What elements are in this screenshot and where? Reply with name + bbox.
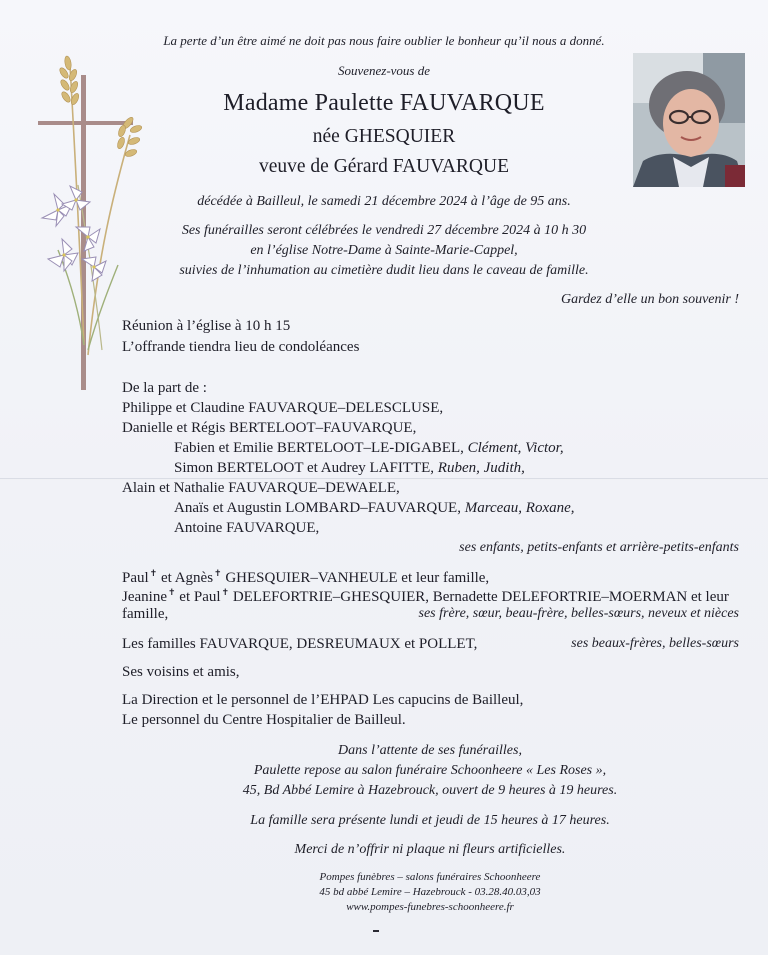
undertaker-line2: 45 bd abbé Lemire – Hazebrouck - 03.28.40.03,03 bbox=[319, 886, 541, 898]
widow-of: veuve de Gérard FAUVARQUE bbox=[258, 156, 509, 177]
keep-memory: Gardez d’elle un bon souvenir ! bbox=[561, 292, 739, 307]
ehpad-line1: La Direction et le personnel de l’EHPAD Les capucins de Bailleul, bbox=[122, 692, 524, 708]
deceased-name: Madame Paulette FAUVARQUE bbox=[223, 90, 545, 116]
ehpad-line2: Le personnel du Centre Hospitalier de Bailleul. bbox=[122, 712, 406, 728]
sibling-name: et Paul bbox=[175, 589, 221, 605]
sibling-family: DELEFORTRIE–GHESQUIER, Bernadette DELEFORTRIE–MOERMAN et leur bbox=[229, 589, 729, 605]
sibling-name: Jeanine bbox=[122, 589, 167, 605]
sibling-family: GHESQUIER–VANHEULE et leur famille, bbox=[221, 570, 490, 586]
death-notice: décédée à Bailleul, le samedi 21 décembre 2024 à l’âge de 95 ans. bbox=[197, 194, 571, 209]
grandchildren-names: Clément, Victor, bbox=[467, 440, 564, 456]
sibling-name: et Agnès bbox=[157, 570, 214, 586]
gathering-line1: Réunion à l’église à 10 h 15 bbox=[122, 318, 291, 334]
visitation-line2: Paulette repose au salon funéraire Schoonheere « Les Roses », bbox=[253, 763, 607, 778]
siblings-line2 bbox=[122, 587, 729, 606]
in-laws-relation: ses beaux-frères, belles-sœurs bbox=[571, 636, 739, 651]
family-relation: ses enfants, petits-enfants et arrière-petits-enfants bbox=[459, 540, 739, 555]
siblings-relation: ses frère, sœur, beau-frère, belles-sœurs, neveux et nièces bbox=[418, 606, 739, 621]
deceased-cross-icon: ✝ bbox=[214, 568, 222, 578]
visitation-line3: 45, Bd Abbé Lemire à Hazebrouck, ouvert de 9 heures à 19 heures. bbox=[242, 783, 618, 798]
grandchildren-names: Marceau, Roxane, bbox=[464, 500, 575, 516]
family-line bbox=[174, 460, 525, 477]
siblings-line1 bbox=[122, 568, 489, 587]
family-line bbox=[174, 440, 564, 457]
family-names: Fabien et Emilie BERTELOOT–LE-DIGABEL, bbox=[174, 440, 464, 456]
deceased-cross-icon: ✝ bbox=[221, 587, 230, 597]
undertaker-website: www.pompes-funebres-schoonheere.fr bbox=[346, 901, 514, 913]
family-line: Philippe et Claudine FAUVARQUE–DELESCLUSE, bbox=[122, 400, 444, 416]
page-mark bbox=[373, 930, 379, 932]
deceased-cross-icon: ✝ bbox=[149, 568, 158, 578]
from-label: De la part de : bbox=[122, 380, 207, 396]
gathering-line2: L’offrande tiendra lieu de condoléances bbox=[122, 339, 360, 355]
birth-name: née GHESQUIER bbox=[312, 126, 456, 147]
funeral-line2: en l’église Notre-Dame à Sainte-Marie-Cappel, bbox=[250, 243, 518, 258]
family-presence: La famille sera présente lundi et jeudi de 15 heures à 17 heures. bbox=[250, 813, 610, 828]
family-names: Simon BERTELOOT et Audrey LAFITTE, bbox=[174, 460, 435, 476]
family-line bbox=[174, 500, 575, 517]
funeral-line1: Ses funérailles seront célébrées le vendredi 27 décembre 2024 à 10 h 30 bbox=[181, 223, 587, 238]
remember-label: Souvenez-vous de bbox=[337, 63, 431, 78]
in-laws: Les familles FAUVARQUE, DESREUMAUX et POLLET, bbox=[122, 636, 478, 652]
undertaker-line1: Pompes funèbres – salons funéraires Schoonheere bbox=[319, 871, 541, 883]
funeral-line3: suivies de l’inhumation au cimetière dudit lieu dans le caveau de famille. bbox=[179, 263, 589, 278]
family-line: Danielle et Régis BERTELOOT–FAUVARQUE, bbox=[122, 420, 417, 436]
sibling-name: Paul bbox=[122, 570, 149, 586]
family-line: Alain et Nathalie FAUVARQUE–DEWAELE, bbox=[122, 480, 400, 496]
family-line: Antoine FAUVARQUE, bbox=[174, 520, 320, 536]
visitation-line1: Dans l’attente de ses funérailles, bbox=[338, 743, 522, 758]
deceased-cross-icon: ✝ bbox=[167, 587, 176, 597]
no-flowers-note: Merci de n’offrir ni plaque ni fleurs artificielles. bbox=[294, 842, 566, 857]
epigraph: La perte d’un être aimé ne doit pas nous faire oublier le bonheur qu’il nous a donné. bbox=[163, 33, 605, 48]
neighbors: Ses voisins et amis, bbox=[122, 664, 240, 680]
siblings-line3: famille, bbox=[122, 606, 169, 622]
family-names: Anaïs et Augustin LOMBARD–FAUVARQUE, bbox=[174, 500, 461, 516]
paper-fold-line bbox=[0, 478, 768, 480]
grandchildren-names: Ruben, Judith, bbox=[437, 460, 525, 476]
